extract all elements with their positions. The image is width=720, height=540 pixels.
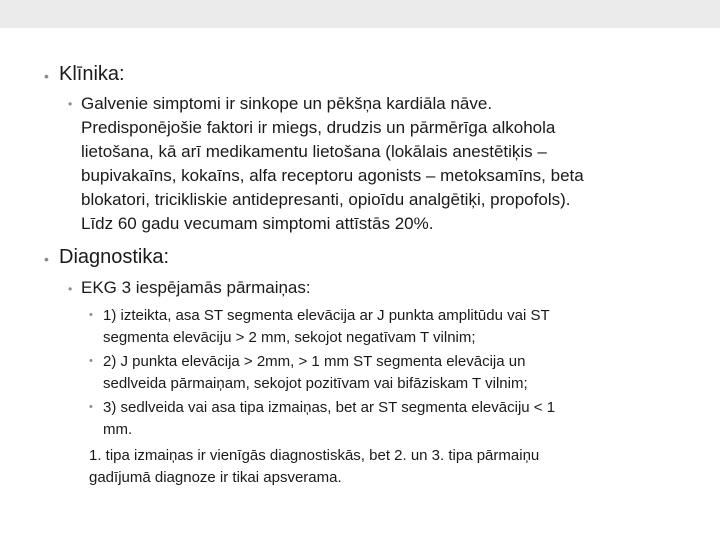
bullet-icon: • [89, 401, 93, 413]
heading-diagnostika: Diagnostika: [59, 246, 170, 268]
heading-klinika: Klīnika: [59, 63, 125, 85]
paragraph-line: bupivakaīns, kokaīns, alfa receptoru agonists – metoksamīns, beta [81, 166, 584, 185]
bullet-icon: • [68, 97, 73, 111]
paragraph-line: Līdz 60 gadu vecumam simptomi attīstās 20%. [81, 214, 434, 233]
ekg-item-line: sedlveida pārmaiņam, sekojot pozitīvam vai bifāziskam T vilnim; [103, 375, 528, 392]
bullet-icon: • [44, 68, 49, 84]
conclusion-line: gadījumā diagnoze ir tikai apsverama. [89, 469, 342, 486]
ekg-item-line: mm. [103, 421, 133, 438]
bullet-icon: • [89, 309, 93, 321]
bullet-icon: • [89, 355, 93, 367]
ekg-item-line: 3) sedlveida vai asa tipa izmaiņas, bet ar ST segmenta elevāciju < 1 [103, 399, 556, 416]
ekg-item-line: 1) izteikta, asa ST segmenta elevācija ar J punkta amplitūdu vai ST [103, 307, 550, 324]
ekg-intro: EKG 3 iespējamās pārmaiņas: [81, 278, 311, 297]
ekg-item-line: segmenta elevāciju > 2 mm, sekojot negatīvam T vilnim; [103, 329, 476, 346]
conclusion-line: 1. tipa izmaiņas ir vienīgās diagnostiskās, bet 2. un 3. tipa pārmaiņu [89, 447, 540, 464]
paragraph-line: Galvenie simptomi ir sinkope un pēkšņa kardiāla nāve. [81, 94, 493, 113]
bullet-icon: • [44, 251, 49, 267]
paragraph-line: Predisponējošie faktori ir miegs, drudzis un pārmērīga alkohola [81, 118, 556, 137]
paragraph-line: blokatori, tricikliskie antidepresanti, opioīdu analgētiķi, propofols). [81, 190, 571, 209]
ekg-item-line: 2) J punkta elevācija > 2mm, > 1 mm ST segmenta elevācija un [103, 353, 526, 370]
bullet-icon: • [68, 282, 73, 296]
paragraph-line: lietošana, kā arī medikamentu lietošana (lokālais anestētiķis – [81, 142, 547, 161]
